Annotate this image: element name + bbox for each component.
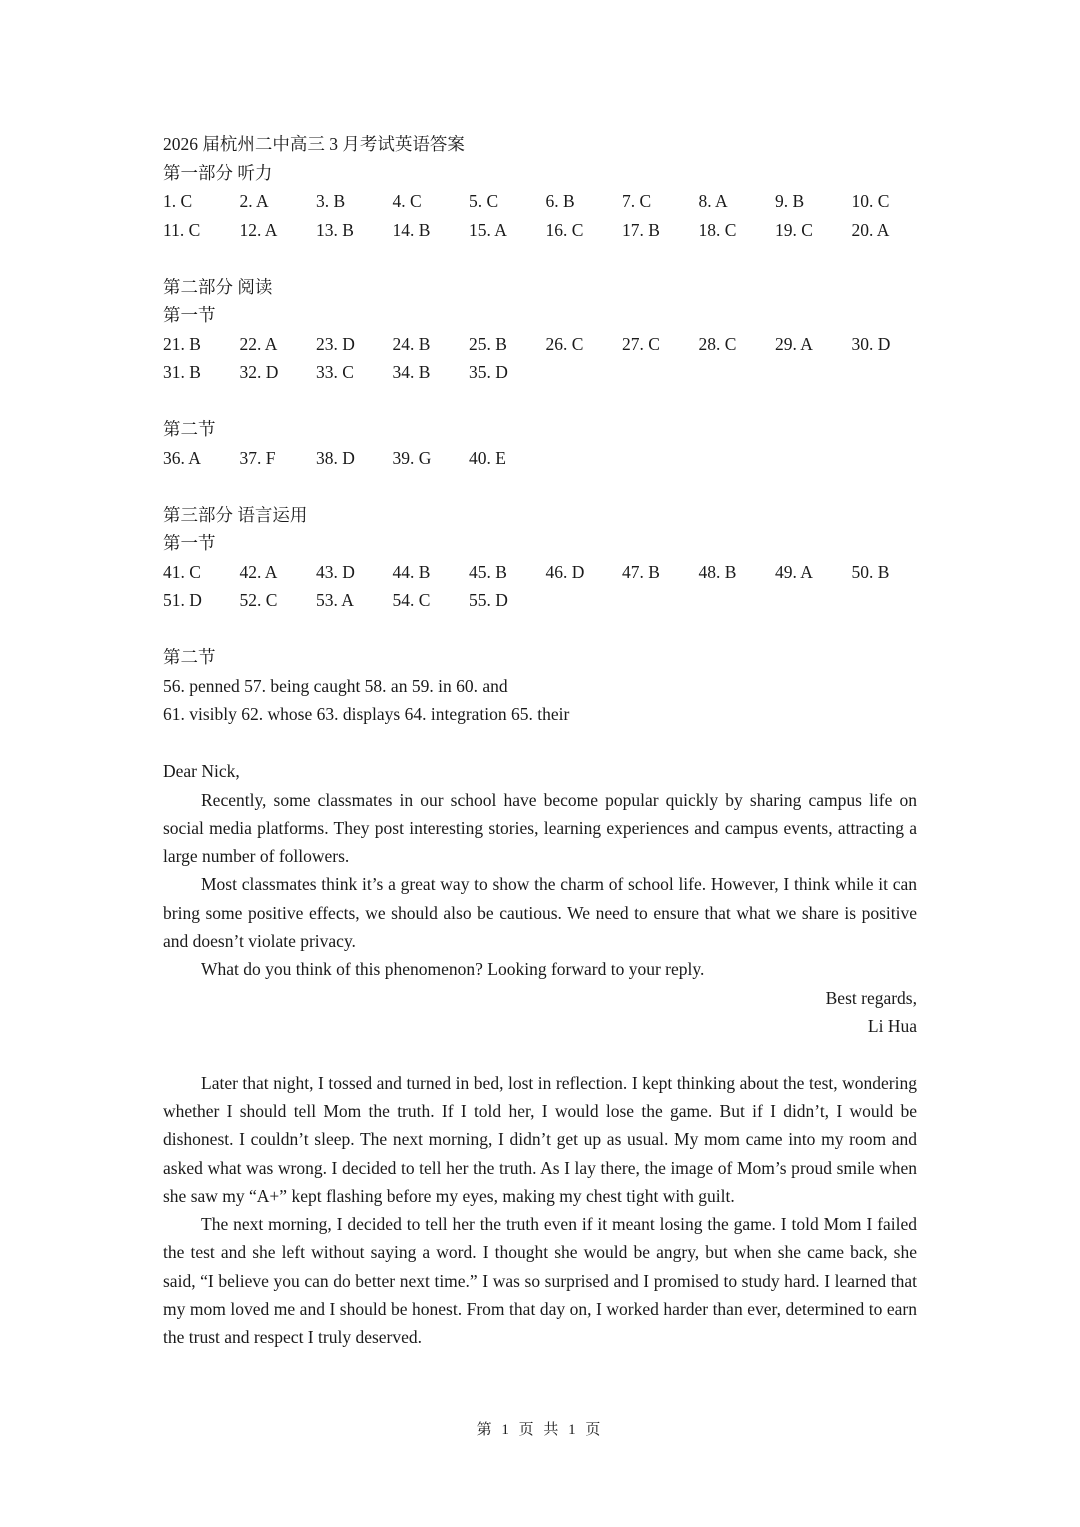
answer-item: 46. D xyxy=(545,561,585,582)
answer-item: 29. A xyxy=(775,333,813,354)
answer-item: 36. A xyxy=(163,447,201,468)
letter-paragraph-1: Recently, some classmates in our school have become popular quickly by sharing campus life on social media platforms. They post interesting stories, learning experiences and campus events, attracting a large number of followers. xyxy=(163,789,917,867)
answer-item: 40. E xyxy=(469,447,506,468)
part2-section1-heading: 第一节 xyxy=(163,305,216,325)
spacer xyxy=(163,244,917,273)
answer-item: 39. G xyxy=(392,447,432,468)
part3-heading: 第三部分 语言运用 xyxy=(163,504,308,525)
part3-section1-answers-row-1 xyxy=(163,558,917,587)
answer-item: 17. B xyxy=(622,219,660,240)
answer-item: 24. B xyxy=(392,333,431,354)
letter-closing: Best regards, xyxy=(825,987,917,1008)
part3-section2-answers-line-2: 61. visibly 62. whose 63. displays 64. integration 65. their xyxy=(163,704,570,724)
story-paragraph-2: The next morning, I decided to tell her the truth even if it meant losing the game. I told Mom I failed the test and she left without saying a word. I thought she would be angry, but when she came back, she said, “I believe you can do better next time.” I was so surprised and I promised to study hard. I learned that my mom loved me and I should be honest. From that day on, I worked harder than ever, determined to earn the trust and respect I truly deserved. xyxy=(163,1214,917,1348)
answer-item: 52. C xyxy=(239,590,278,610)
spacer xyxy=(163,615,917,644)
spacer xyxy=(163,387,917,416)
spacer xyxy=(163,729,917,758)
part2-section1-answers-row-1 xyxy=(163,330,917,359)
part1-heading: 第一部分 听力 xyxy=(163,162,273,183)
answer-item: 31. B xyxy=(163,362,201,382)
answer-item: 45. B xyxy=(469,561,507,582)
part2-section1-answers-row-2 xyxy=(163,358,917,387)
answer-item: 55. D xyxy=(469,590,508,610)
answer-item: 44. B xyxy=(392,561,431,582)
document-title: 2026 届杭州二中高三 3 月考试英语答案 xyxy=(163,134,465,154)
part1-answers-row-1 xyxy=(163,187,917,216)
answer-item: 22. A xyxy=(239,333,278,354)
answer-sheet-page xyxy=(163,130,917,1352)
answer-item: 50. B xyxy=(851,561,890,582)
answer-item: 53. A xyxy=(316,590,354,610)
answer-item: 18. C xyxy=(698,219,737,240)
answer-item: 25. B xyxy=(469,333,507,354)
answer-item: 51. D xyxy=(163,590,202,610)
part2-heading: 第二部分 阅读 xyxy=(163,276,273,297)
answer-item: 41. C xyxy=(163,561,201,582)
answer-item: 43. D xyxy=(316,561,355,582)
answer-item: 13. B xyxy=(316,219,354,240)
spacer xyxy=(163,472,917,501)
answer-item: 10. C xyxy=(851,191,890,211)
answer-item: 3. B xyxy=(316,191,346,211)
answer-item: 21. B xyxy=(163,333,201,354)
letter-paragraph-2: Most classmates think it’s a great way to show the charm of school life. However, I think while it can bring some positive effects, we should also be cautious. We need to ensure that what we share is positive and doesn’t violate privacy. xyxy=(163,874,917,951)
page-footer: 第 1 页 共 1 页 xyxy=(476,1422,604,1438)
answer-item: 42. A xyxy=(239,561,278,582)
answer-item: 20. A xyxy=(851,219,890,240)
answer-item: 54. C xyxy=(392,590,431,610)
part3-section2-heading: 第二节 xyxy=(163,647,216,667)
answer-item: 1. C xyxy=(163,191,193,211)
answer-item: 14. B xyxy=(392,219,431,240)
story-paragraph-1: Later that night, I tossed and turned in bed, lost in reflection. I kept thinking about the test, wondering whether I should tell Mom the truth. If I told her, I would lose the game. But if I didn’t, I would be dishonest. I couldn’t sleep. The next morning, I didn’t get up as usual. My mom came into my room and asked what was wrong. I decided to tell her the truth. As I lay there, the image of Mom’s proud smile when she saw my “A+” kept flashing before my eyes, making my chest tight with guilt. xyxy=(163,1072,917,1206)
letter-signature: Li Hua xyxy=(867,1015,917,1036)
answer-item: 9. B xyxy=(775,191,805,211)
answer-item: 26. C xyxy=(545,333,584,354)
answer-item: 27. C xyxy=(622,333,660,354)
answer-item: 23. D xyxy=(316,333,355,354)
answer-item: 8. A xyxy=(698,191,728,211)
answer-item: 6. B xyxy=(545,191,575,211)
part3-section2-answers-line-1: 56. penned 57. being caught 58. an 59. in 60. and xyxy=(163,675,508,696)
part2-section2-answers-row-1 xyxy=(163,444,917,473)
answer-item: 15. A xyxy=(469,219,507,240)
answer-item: 5. C xyxy=(469,191,499,211)
answer-item: 47. B xyxy=(622,561,660,582)
answer-item: 11. C xyxy=(163,219,201,240)
part3-section1-heading: 第一节 xyxy=(163,533,216,553)
letter-paragraph-3: What do you think of this phenomenon? Looking forward to your reply. xyxy=(201,959,705,980)
answer-item: 48. B xyxy=(698,561,737,582)
answer-item: 49. A xyxy=(775,561,813,582)
answer-item: 4. C xyxy=(392,191,422,211)
answer-item: 16. C xyxy=(545,219,584,240)
answer-item: 37. F xyxy=(239,447,276,468)
answer-item: 2. A xyxy=(239,191,269,211)
part2-section2-heading: 第二节 xyxy=(163,419,216,439)
answer-item: 12. A xyxy=(239,219,278,240)
answer-item: 33. C xyxy=(316,362,354,382)
part1-answers-row-2 xyxy=(163,216,917,245)
answer-item: 19. C xyxy=(775,219,813,240)
answer-item: 7. C xyxy=(622,191,652,211)
spacer xyxy=(163,1040,917,1069)
answer-item: 32. D xyxy=(239,362,279,382)
answer-item: 34. B xyxy=(392,362,431,382)
letter-greeting: Dear Nick, xyxy=(163,761,240,781)
answer-item: 30. D xyxy=(851,333,891,354)
answer-item: 35. D xyxy=(469,362,508,382)
part3-section1-answers-row-2 xyxy=(163,586,917,615)
answer-item: 38. D xyxy=(316,447,355,468)
answer-item: 28. C xyxy=(698,333,737,354)
